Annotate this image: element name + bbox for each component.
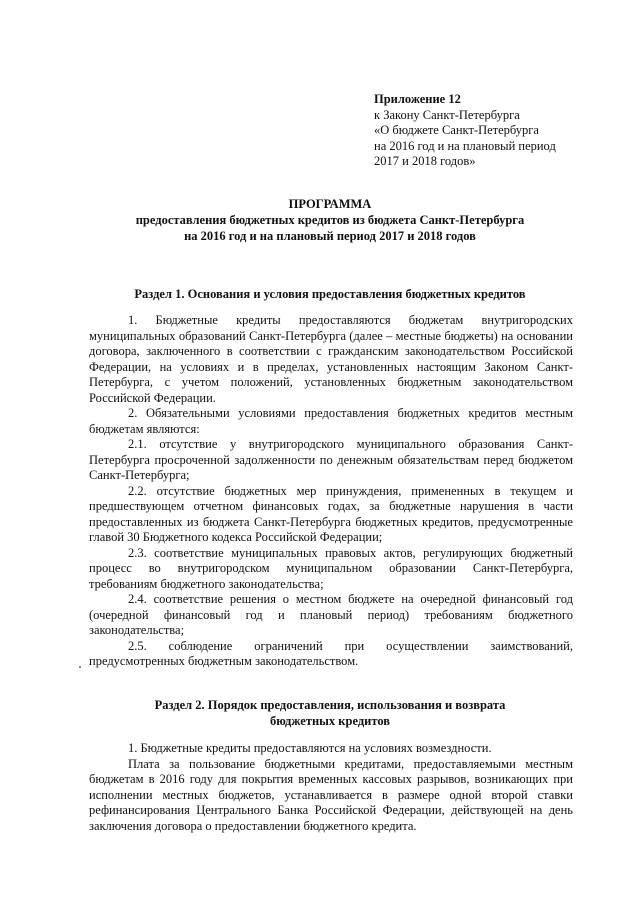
section1-heading: Раздел 1. Основания и условия предоставления бюджетных кредитов [134,287,526,301]
appendix-line: на 2016 год и на плановый период [374,138,556,153]
appendix-block [374,92,614,170]
section1-paragraph: 2.3. соответствие муниципальных правовых актов, регулирующих бюджетный процесс во внутригородском муниципальном образовании Санкт-Петербурга, требованиям бюджетного законодательства; [89,545,573,591]
appendix-line: 2017 и 2018 годов» [374,154,476,168]
program-subtitle-line1: предоставления бюджетных кредитов из бюджета Санкт-Петербурга [135,213,525,227]
section1-paragraph: 2.2. отсутствие бюджетных мер принуждения, примененных в текущем и предшествующем отчетном финансовых годах, за бюджетные нарушения в части предоставленных из бюджета Санкт-Петербурга бюджетных кредитов, предусмотренные главой 30 Бюджетного кодекса Российской Федерации; [89,483,573,544]
section1-paragraph: 1. Бюджетные кредиты предоставляются бюджетам внутригородских муниципальных образований Санкт-Петербурга (далее – местные бюджеты) на основании договора, заключенного в соответствии с гражданским законодательством Российской Федерации, на условиях и в пределах, установленных настоящим Законом Санкт-Петербурга, с учетом положений, установленных бюджетным законодательством Российской Федерации. [89,313,573,405]
section1-body [89,313,573,670]
program-subtitle-line2: на 2016 год и на плановый период 2017 и 2018 годов [184,229,476,243]
program-heading: ПРОГРАММА [288,197,372,211]
section1-paragraph: 2. Обязательными условиями предоставления бюджетных кредитов местным бюджетам являются: [89,406,573,436]
section1-paragraph: 2.1. отсутствие у внутригородского муниципального образования Санкт-Петербурга просроченной задолженности по денежным обязательствам перед бюджетом Санкт-Петербурга; [89,437,573,482]
section1-paragraph: 2.4. соответствие решения о местном бюджете на очередной финансовый год (очередной финансовый год и плановый период) требованиям бюджетного законодательства; [89,592,573,637]
section2-heading-line1: Раздел 2. Порядок предоставления, использования и возврата [154,698,506,712]
section2-heading-line2: бюджетных кредитов [269,714,391,728]
section2-paragraph: Плата за пользование бюджетными кредитами, предоставляемыми местным бюджетам в 2016 году для покрытия временных кассовых разрывов, возникающих при исполнении местных бюджетов, устанавливается в размере одной второй ставки рефинансирования Центрального Банка Российской Федерации, действующей на день заключения договора о предоставлении бюджетного кредита. [89,756,573,833]
section2-body [89,741,573,834]
scan-artifact [79,666,81,668]
section1-paragraph: 2.5. соблюдение ограничений при осуществлении заимствований, предусмотренных бюджетным законодательством. [89,638,573,668]
appendix-line: к Закону Санкт-Петербурга [374,107,520,122]
appendix-title: Приложение 12 [374,92,461,106]
appendix-line: «О бюджете Санкт-Петербурга [374,123,539,137]
section2-paragraph: 1. Бюджетные кредиты предоставляются на условиях возмездности. [128,741,492,755]
